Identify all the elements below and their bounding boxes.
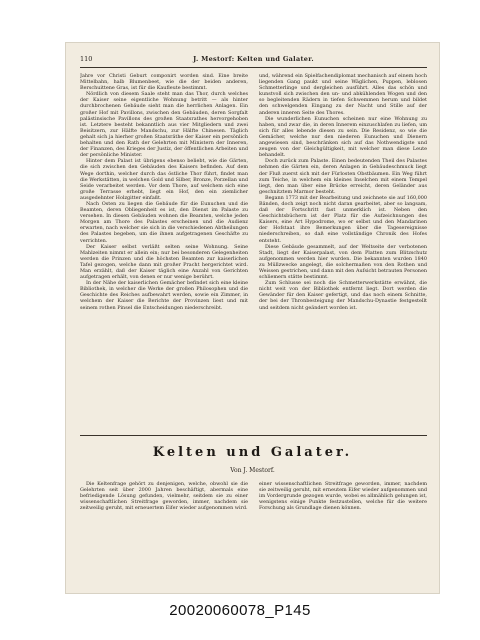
paragraph: Nördlich von diesem Saale steht man das Thor, durch welches der Kaiser seine eigentliche Wohnung betritt — als hinter durchbrochenen Gebäude sieht man die herrlichen Anlagen. Ein großer Hof mit Pavillons, zwischen den Gebäuden, deren Sorgfalt palästinsische Pavillons des großen Staatsrathes hervorgehoben ist. Letztere besteht bekanntlich aus vier Mitgliedern und zwei Beisitzern, zur Hälfte Mandschu, zur Hälfte Chinesen. Täglich gehalt sich ja hierher großen Staatsräthe der Kaiser ein persönlich behalten und den Rath der Gelehrten mit Ministern der Inneren, der Finanzen, des Krieges der Justiz, der öffentlichen Arbeiten und der persönliche Minister.: [80, 91, 248, 159]
paragraph: Zum Schlusse sei noch die Schmetterwerkstätte erwähnt, die nicht weit von der Bibliothek entfernt liegt. Dort werden die Gewänder für den Kaiser gefertigt, und das noch einem Schnitte, der bei der Thronbesteigung der Mandschu-Dynastie festgestellt und seitdem nicht geändert worden ist.: [259, 280, 427, 311]
article-title: Kelten und Galater.: [152, 445, 353, 460]
body-column-right: [259, 73, 427, 425]
image-caption: 20020060078_P145: [169, 602, 311, 619]
running-header: [80, 55, 427, 67]
section-rule: [80, 435, 427, 436]
article-column-left: [80, 481, 248, 541]
body-column-left: [80, 73, 248, 425]
paragraph: Diese Gebäude gesammelt, auf der Weltseite der verbotenen Stadt, liegt der Kaiserpalast, von dem Platten zum Blitzschutz aufgenommen werden hier wurden. Die bekannten wurden 1840 zu Müllzwecke angelegt, die solchermaßen von den Rothen und Weissen gestrichen, und dann mit den Aufsicht betrauten Personen schliemern stätte bestimmt.: [259, 243, 427, 281]
paragraph: einer wissenschaftlichen Streitfrage geworden, immer, nachdem sie zeitweilig geruht, mit erneutem Eifer wieder aufgenommen und im Vordergrunde gezogen wurde, wobei es allmählich gelungen ist, wenigstens einige Punkte festzustellen, welche für die weitere Forschung als Grundlage dienen können.: [259, 481, 427, 512]
paragraph: Nach Osten zu liegen die Gebäude für die Eunuchen und die Beamten, deren Obliegenheit es ist, den Dienst im Palaste zu versehen. In diesen Gebäuden wohnen die Beamten, welche jeden Morgen am Thore des Palastes erscheinen und die Audienz erwarten, nach welcher sie sich in die verschiedenen Abtheilungen des Palastes begeben, um die ihnen aufgetragenen Geschäfte zu verrichten.: [80, 200, 248, 244]
page-number: 110: [80, 55, 93, 63]
paragraph: Jahre vor Christi Geburt componirt worden sind. Eine breite Mittelbahn, halb Blumenbeet, wie die der beiden anderen, Berschuittene Gras, ist für die Kaufleute bestimmt.: [80, 73, 248, 92]
article-column-right: [259, 481, 427, 541]
header-rule: [80, 67, 427, 68]
author-name: J. Mestorf.: [243, 467, 275, 474]
paragraph: und, während ein Spielfachendiplomat mechanisch auf einem hoch liegenden Gang paukt und seine Wäglichen, Puppen, leblosen Schmetterlinge und dergleichen ausführt. Alles das schön und kunstvoll sich zwischen den un- und abkühlenden Wogen und den so begleitenden Rädern in tiefen Schwemmen herum und bildet den schwelgenden Eingang zu der Nacht und Stille auf der anderen inneren Seite des Thores.: [259, 73, 427, 116]
paragraph: Doch zurück zum Palaste. Einen bedeutenden Theil des Palastes nehmen die Gärten ein, deren Anlagen in Gebäudeschmuck liegt der Fluß zuerst sich mit der Fürlosten Obstbäumen. Ein Weg führt zum Teiche, in welchem ein kleines Inselchen mit einem Tempel liegt, den man über eine Brücke erreicht, deren Geländer aus geschnitztem Marmor besteht.: [259, 158, 427, 195]
paragraph: In der Nähe der kaiserlichen Gemächer befindet sich eine kleine Bibliothek, in welcher die Werke der großen Philosophen und die Geschichte des Reiches aufbewahrt werden, sowie ein Zimmer, in welchem der Kaiser die Berichte der Provinzen liest und mit seinem rothen Pinsel die Entscheidungen niederschreibt.: [80, 280, 248, 311]
paragraph: Der Kaiser selbst verläßt selten seine Wohnung. Seine Mahlzeiten nimmt er allein ein; nur bei besonderen Gelegenheiten werden die Prinzen und die höchsten Beamten zur kaiserlichen Tafel gezogen, welche dann mit großer Pracht hergerichtet wird. Man erzählt, daß der Kaiser täglich eine Anzahl von Gerichten aufgetragen erhält, von denen er nur wenige berührt.: [80, 243, 248, 281]
author-prefix: Von: [230, 467, 242, 474]
book-page: [66, 43, 439, 593]
running-title: J. Mestorf: Kelten und Galater.: [193, 55, 314, 63]
paragraph: Die wunderlichen Eunuchen scheinen nur eine Wohnung zu haben, und zwar die, in deren Innerem einzuschlafen zu liefen, um sich für alles lebende diesen zu sein. Die Residenz, so wie die Gemächer, welche nur den niederen Eunuchen und Dienern angewiesen sind, beschränken sich auf das Nothwendigste und zeugen von der Gleichgültigkeit, mit welcher man diese Leute behandelt.: [259, 115, 427, 159]
paragraph: Die Keltenfrage gehört zu denjenigen, welche, obwohl sie die Gelehrten seit über 2000 Jahren beschäftigt, abermals eine befriedigende Lösung gefunden, vielmehr, seitdem sie zu einer wissenschaftlichen Streitfrage geworden, immer, nachdem sie zeitweilig geruht, mit erneuertem Eifer wieder aufgenommen wird.: [80, 481, 248, 512]
article-author: [66, 467, 439, 474]
paragraph: Hinter dem Palast ist übrigens ebenso beliebt, wie die Gärten, die sich zwischen den Gebäuden des Kaisers befinden. Auf dem Wege dorthin, welcher durch das östliche Thor führt, findet man die Werkstätten, in welchen Gold und Silber, Bronze, Porzellan und Seide verarbeitet werden. Vor dem Thore, auf welchem sich eine große Terrasse erhebt, liegt ein Hof, den ein ziemlicher ausgedehnter Holzgitter einfaßt.: [80, 158, 248, 201]
paragraph: Begann 1773 mit der Bearbeitung und zeichnete sie auf 160,000 Bänden, doch zeigt noch nicht daran gearbeitet, aber so langsam, daß der Fortschritt fast unmerklich ist. Neben den Geschichtsbüchern ist der Platz für die Aufzeichnungen des Kaisers, eine Art Hypodrome, wo er selbst und den Mandarinen der Hofstaat ihre Bemerkungen über die Tagesereignisse niederschreiben, so daß eine vollständige Chronik des Hofes entsteht.: [259, 194, 427, 244]
